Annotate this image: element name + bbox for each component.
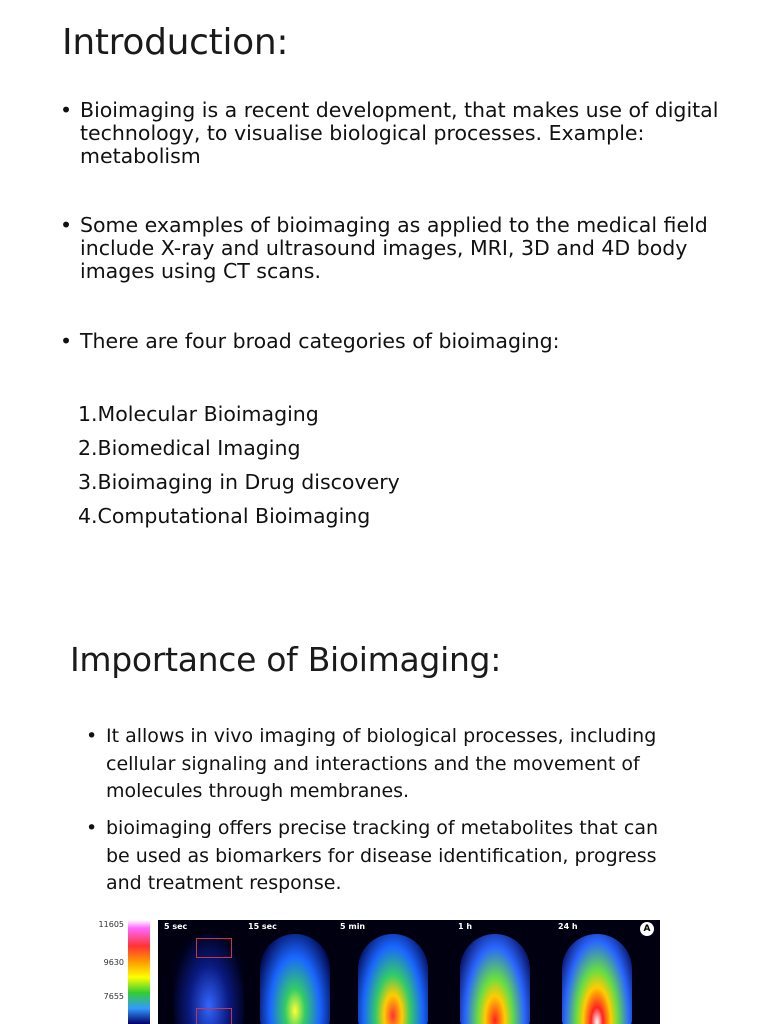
importance-bullet-2 — [86, 815, 686, 898]
bioimaging-figure — [80, 916, 660, 1024]
category-item: 2.Biomedical Imaging — [78, 436, 301, 460]
intro-bullet-3 — [60, 330, 720, 353]
time-label: 15 sec — [248, 922, 277, 931]
mouse-scan-image — [562, 934, 632, 1024]
category-item: 3.Bioimaging in Drug discovery — [78, 470, 400, 494]
time-label: 5 sec — [164, 922, 188, 931]
scale-label: 9630 — [103, 958, 124, 967]
bullet-text: Bioimaging is a recent development, that makes use of digital technology, to visualise biological processes. Example: metabolism — [80, 98, 719, 168]
color-scale-bar — [128, 920, 150, 1024]
bullet-dot: • — [60, 329, 73, 353]
bullet-dot: • — [86, 725, 98, 747]
bullet-text: Some examples of bioimaging as applied to the medical field include X-ray and ultrasound images, MRI, 3D and 4D body images using CT scans. — [80, 213, 708, 283]
importance-bullet-1 — [86, 723, 686, 806]
bullet-text: bioimaging offers precise tracking of metabolites that can be used as biomarkers for disease identification, progress and treatment response. — [106, 817, 659, 894]
importance-title: Importance of Bioimaging: — [70, 640, 502, 679]
bullet-dot: • — [60, 213, 73, 237]
mouse-scan-image — [260, 934, 330, 1024]
mouse-scan-image — [460, 934, 530, 1024]
bullet-text: There are four broad categories of bioimaging: — [80, 329, 560, 353]
scale-label: 7655 — [103, 992, 124, 1001]
category-item: 4.Computational Bioimaging — [78, 504, 371, 528]
imaging-panel — [158, 920, 660, 1024]
bullet-dot: • — [86, 817, 98, 839]
category-item: 1.Molecular Bioimaging — [78, 402, 319, 426]
roi-box — [196, 1008, 232, 1024]
introduction-title: Introduction: — [62, 22, 289, 63]
intro-bullet-1 — [60, 99, 720, 168]
bullet-text: It allows in vivo imaging of biological processes, including cellular signaling and interactions and the movement of molecules through membranes. — [106, 725, 657, 802]
mouse-scan-image — [358, 934, 428, 1024]
time-label: 5 min — [340, 922, 366, 931]
scale-labels — [80, 916, 126, 1024]
bullet-dot: • — [60, 98, 73, 122]
roi-box — [196, 938, 232, 958]
time-label: 24 h — [558, 922, 578, 931]
scale-label: 11605 — [98, 920, 124, 929]
time-label: 1 h — [458, 922, 473, 931]
category-list — [78, 397, 400, 533]
intro-bullet-2 — [60, 214, 720, 283]
logo-icon: A — [640, 922, 654, 936]
